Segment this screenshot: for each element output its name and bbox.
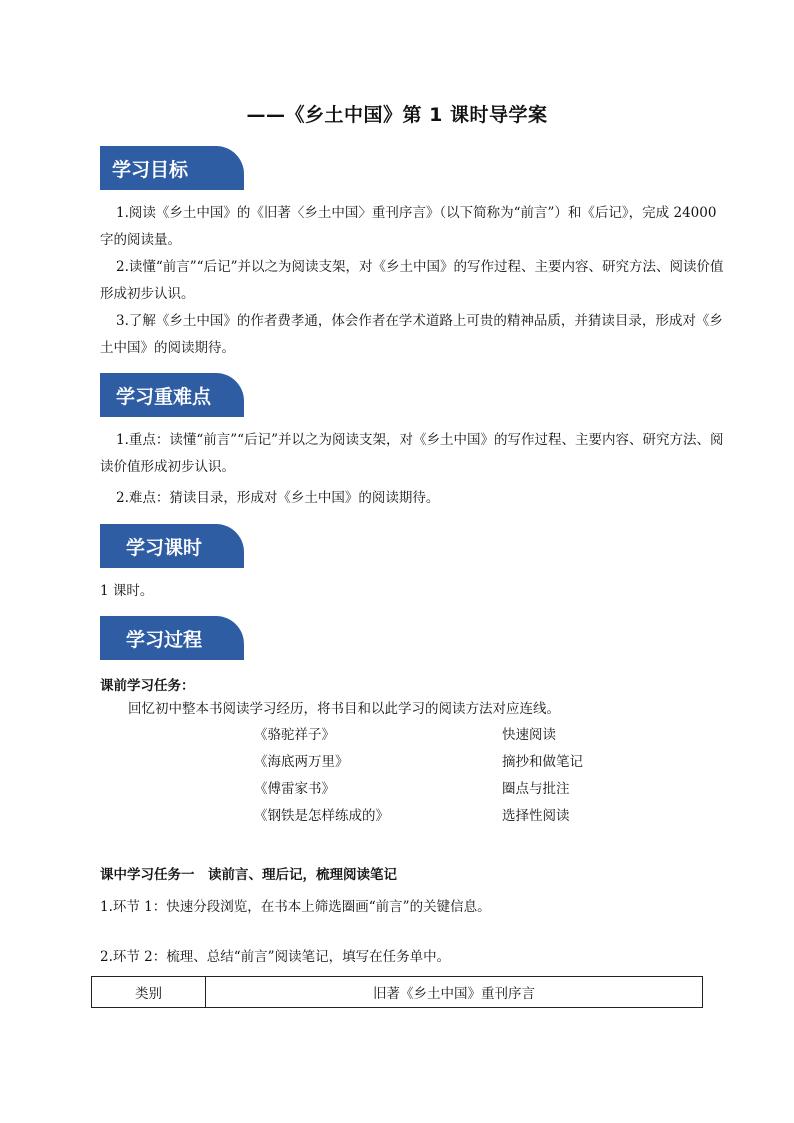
table-row [92,977,703,1008]
method-item: 圈点与批注 [502,781,570,797]
page-title: ——《乡土中国》第 1 课时导学案 [246,104,548,126]
pre-task-title: 课前学习任务： [100,678,195,694]
method-list [502,722,583,830]
pre-task-intro: 回忆初中整本书阅读学习经历，将书目和以此学习的阅读方法对应连线。 [128,701,560,717]
section-heading-goals [100,146,244,190]
table-header-preface: 旧著《乡土中国》重刊序言 [206,977,703,1008]
method-item: 选择性阅读 [502,808,570,824]
goal-item-1: 1.阅读《乡土中国》的《旧著〈乡土中国〉重刊序言》（以下简称为“前言”）和《后记》，完成 24000 字的阅读量。 [100,205,717,248]
task1-step1: 1.环节 1：快速分段浏览，在书本上筛选圈画“前言”的关键信息。 [100,899,491,915]
keypoint-item-2: 2.难点：猜读目录，形成对《乡土中国》的阅读期待。 [116,490,440,506]
section-heading-process [100,616,244,660]
task1-title: 课中学习任务一 读前言、理后记，梳理阅读笔记 [100,867,397,883]
book-list [254,722,389,830]
book-item: 《钢铁是怎样练成的》 [254,808,389,824]
book-item: 《骆驼祥子》 [254,727,335,743]
section-heading-label: 学习课时 [126,536,203,559]
method-item: 快速阅读 [502,727,556,743]
section-heading-label: 学习重难点 [116,385,212,408]
goal-item-3: 3.了解《乡土中国》的作者费孝通，体会作者在学术道路上可贵的精神品质，并猜读目录，形成对《乡土中国》的阅读期待。 [100,313,723,356]
section-heading-label: 学习过程 [126,628,203,651]
goal-item-2: 2.读懂“前言”“后记”并以之为阅读支架，对《乡土中国》的写作过程、主要内容、研究方法、阅读价值形成初步认识。 [100,259,724,302]
method-item: 摘抄和做笔记 [502,754,583,770]
book-item: 《傅雷家书》 [254,781,335,797]
keypoint-item-1: 1.重点：读懂“前言”“后记”并以之为阅读支架，对《乡土中国》的写作过程、主要内容、研究方法、阅读价值形成初步认识。 [100,432,724,475]
task1-step2: 2.环节 2：梳理、总结“前言”阅读笔记，填写在任务单中。 [100,949,451,965]
hours-text: 1 课时。 [100,583,154,599]
book-item: 《海底两万里》 [254,754,349,770]
table-header-category: 类别 [92,977,206,1008]
notes-table [91,976,703,1008]
section-heading-hours [100,524,244,568]
section-heading-keypoints [100,373,244,417]
section-heading-label: 学习目标 [112,158,189,181]
